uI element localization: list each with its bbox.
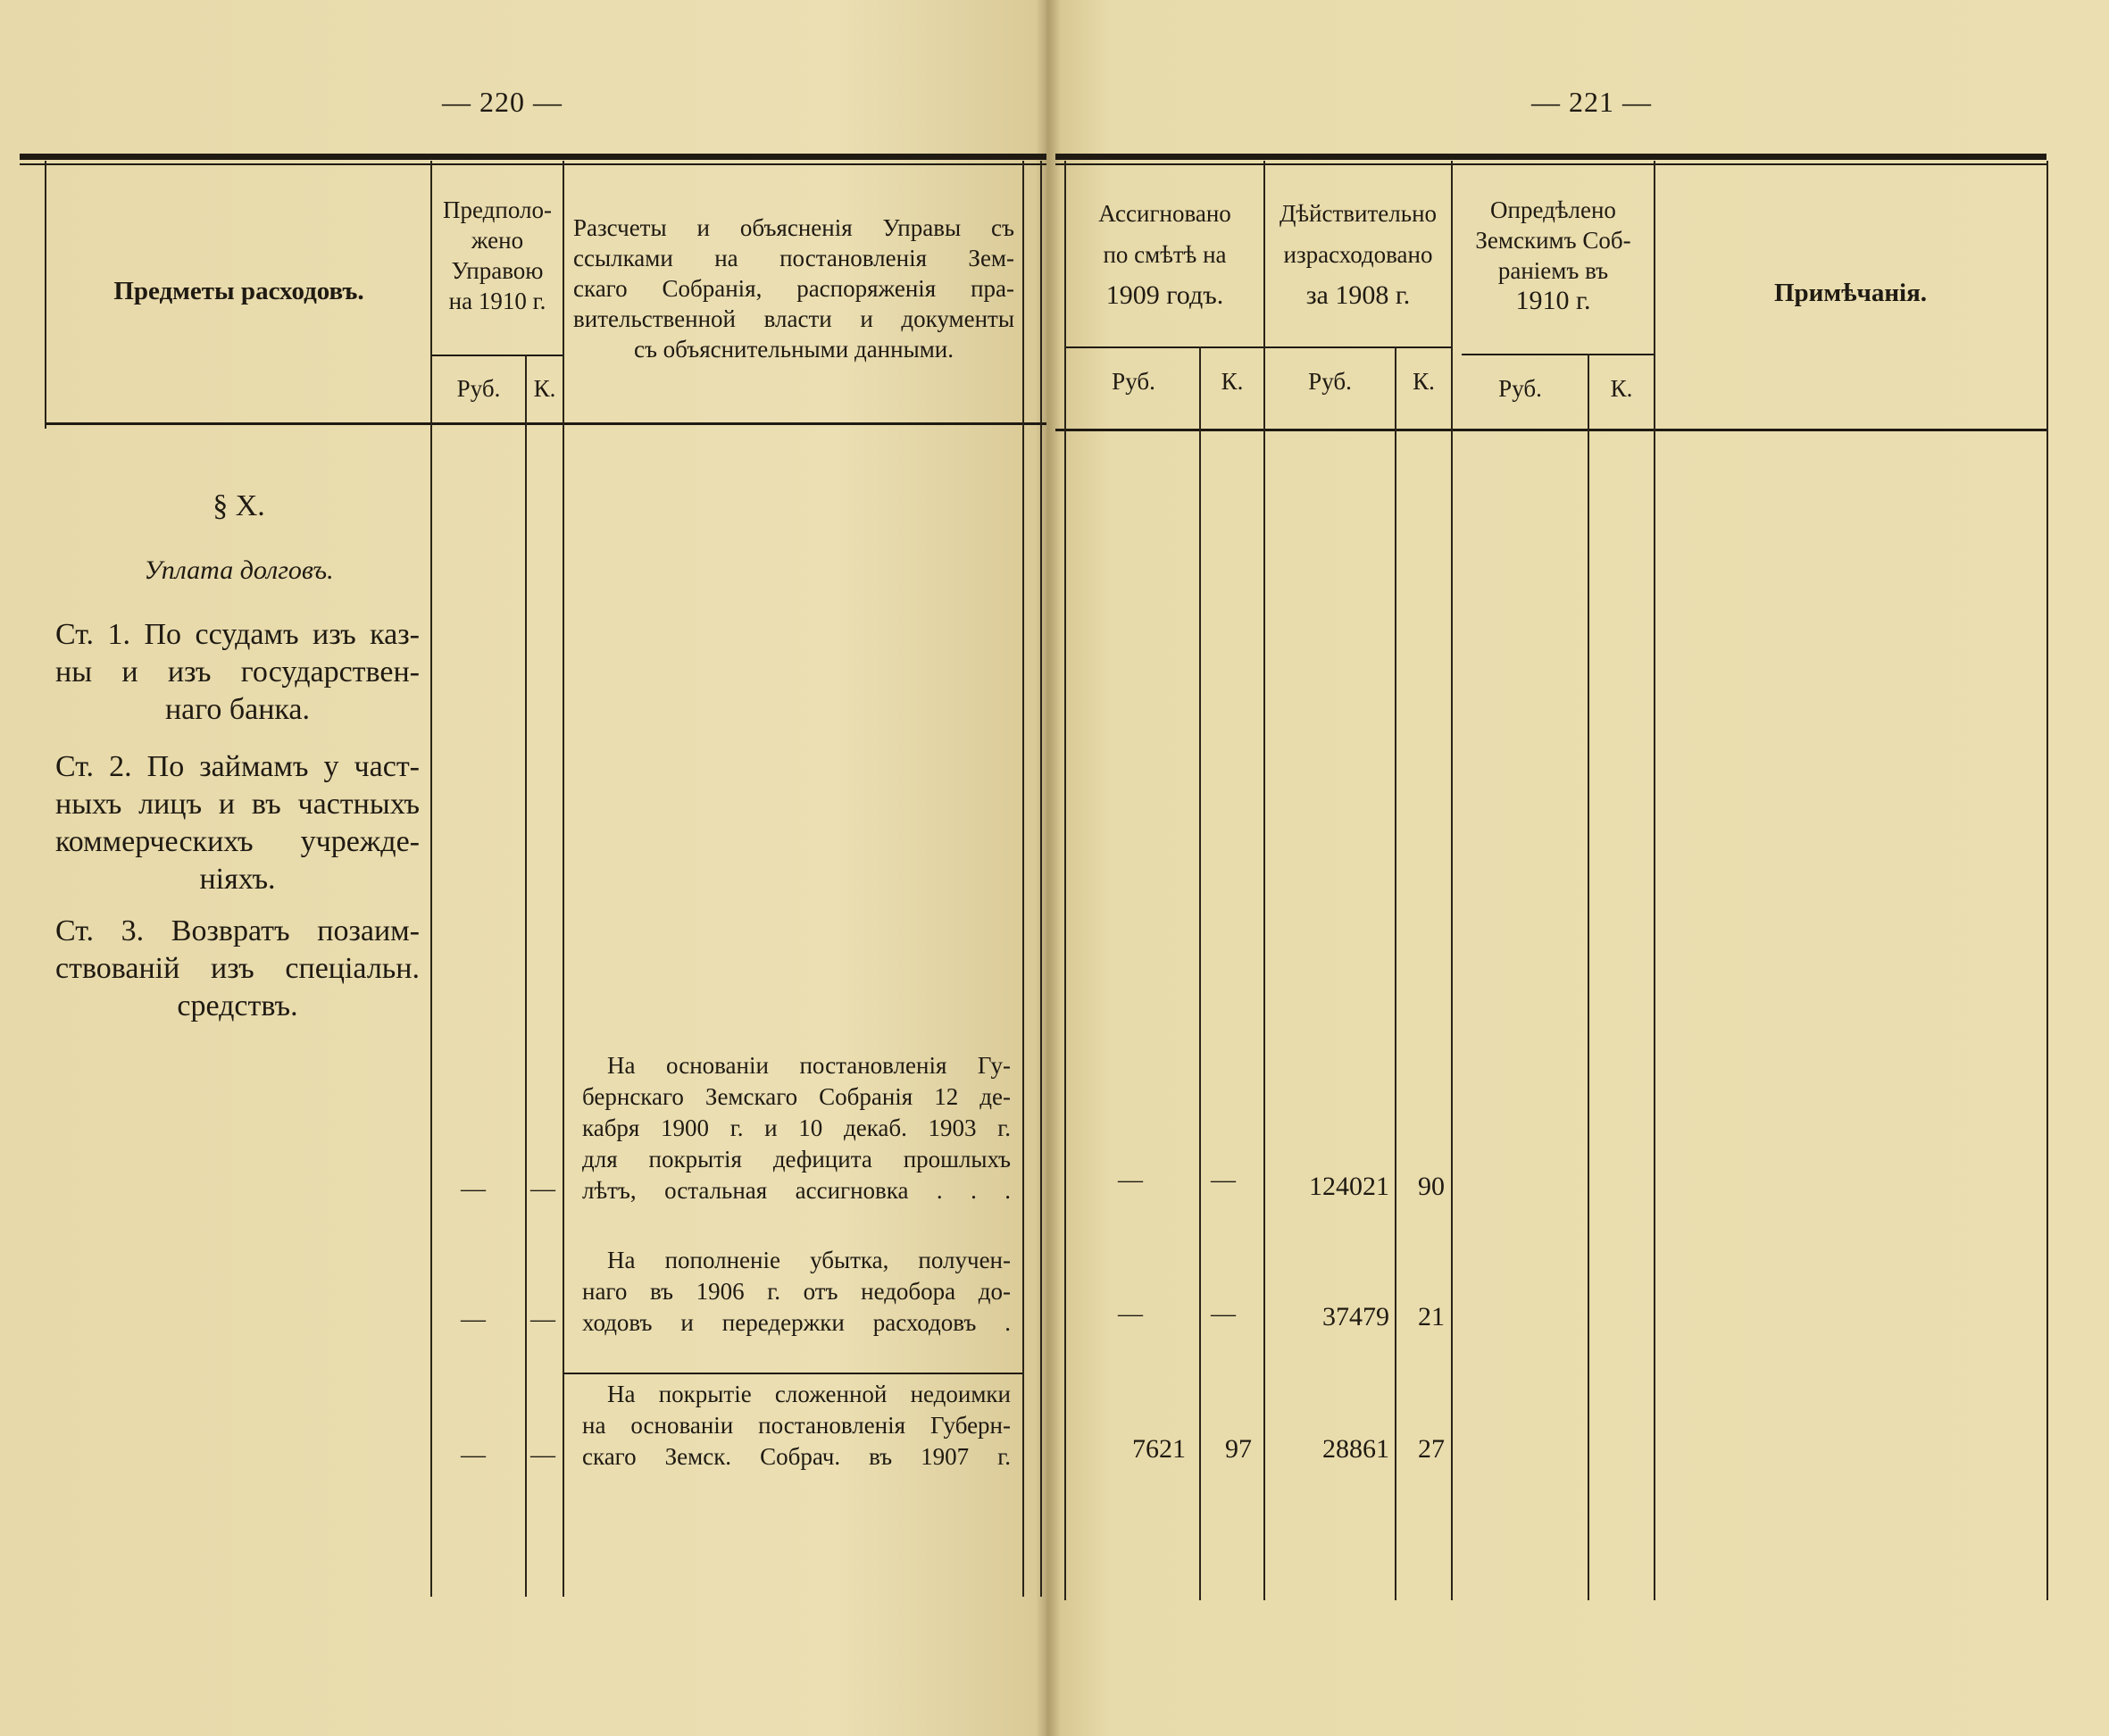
article-line: коммерческихъ учрежде- xyxy=(55,825,420,858)
left-vrule-5 xyxy=(1040,161,1042,1597)
left-page-number: — 220 — xyxy=(442,86,563,118)
determined-subrule xyxy=(1462,354,1654,355)
header-explanations-line: вительственной власти и документы xyxy=(573,305,1014,332)
assigned-rub-label: Руб. xyxy=(1112,368,1155,395)
entry-line: лѣтъ, остальная ассигновка . . . xyxy=(582,1177,1011,1204)
entry-1-proposed-rub: — xyxy=(461,1175,486,1203)
right-top-rule xyxy=(1055,154,2046,160)
entry-1-assigned-kop: — xyxy=(1211,1166,1236,1194)
proposed-rub-label: Руб. xyxy=(456,375,501,402)
article-line: ныхъ лицъ и въ частныхъ xyxy=(55,788,420,821)
entry-line: На покрытіе сложенной недоимки xyxy=(607,1381,1011,1407)
entry-3-assigned-rub: 7621 xyxy=(1132,1434,1186,1464)
article-line: ніяхъ. xyxy=(199,863,276,896)
header-explanations-line: скаго Собранія, распоряженія пра- xyxy=(573,275,1014,302)
entry-line: На пополненіе убытка, получен- xyxy=(607,1247,1011,1273)
header-proposed-line: Предполо- xyxy=(443,196,552,223)
entry-2-spent-rub: 37479 xyxy=(1322,1302,1389,1331)
header-proposed-line: на 1910 г. xyxy=(448,288,546,314)
entry-2-proposed-kop: — xyxy=(530,1306,555,1333)
header-notes: Примѣчанія. xyxy=(1773,279,1928,307)
header-spent-line: за 1908 г. xyxy=(1305,280,1411,310)
header-determined-line: 1910 г. xyxy=(1515,286,1591,315)
entry-3-text xyxy=(582,1379,1011,1473)
entry-1-proposed-kop: — xyxy=(530,1175,555,1203)
header-assigned-line: по смѣтѣ на xyxy=(1103,241,1227,268)
determined-rub-label: Руб. xyxy=(1498,375,1542,402)
header-assigned-line: Ассигновано xyxy=(1098,200,1231,227)
determined-kop-label: К. xyxy=(1610,375,1633,402)
entry-2-assigned-rub: — xyxy=(1118,1300,1143,1328)
header-assigned-line: 1909 годъ. xyxy=(1105,280,1224,310)
entry-separator xyxy=(564,1373,1022,1374)
proposed-kop-label: К. xyxy=(533,375,556,402)
entry-line: ходовъ и передержки расходовъ . xyxy=(582,1309,1011,1336)
entry-3-assigned-kop: 97 xyxy=(1225,1434,1252,1464)
header-explanations xyxy=(573,213,1014,364)
entry-line: для покрытія дефицита прошлыхъ xyxy=(582,1146,1011,1173)
header-determined-line: раніемъ въ xyxy=(1497,257,1609,284)
right-page-number: — 221 — xyxy=(1531,86,1652,118)
header-assigned xyxy=(1068,193,1262,316)
entry-2-proposed-rub: — xyxy=(461,1306,486,1333)
header-determined-line: Земскимъ Соб- xyxy=(1475,227,1631,254)
entry-line: На основаніи постановленія Гу- xyxy=(607,1052,1011,1079)
assigned-spent-subrule xyxy=(1064,346,1451,348)
right-top-rule-thin xyxy=(1055,163,2046,165)
spent-rub-label: Руб. xyxy=(1308,368,1352,395)
article-1 xyxy=(55,616,420,729)
header-spent xyxy=(1265,193,1451,316)
header-explanations-line: съ объяснительными данными. xyxy=(633,336,954,363)
article-line: Ст. 2. По займамъ у част- xyxy=(55,750,420,783)
entry-2-assigned-kop: — xyxy=(1211,1300,1236,1328)
left-top-rule xyxy=(20,154,1046,160)
entry-3-proposed-kop: — xyxy=(530,1441,555,1469)
left-vrule-3 xyxy=(563,161,564,1597)
entry-line: наго въ 1906 г. отъ недобора до- xyxy=(582,1278,1011,1305)
entry-1-assigned-rub: — xyxy=(1118,1166,1143,1194)
entry-1-text xyxy=(582,1050,1011,1206)
proposed-subrule xyxy=(430,355,564,356)
header-proposed xyxy=(432,195,563,316)
left-vrule-2 xyxy=(525,355,527,1597)
article-3 xyxy=(55,913,420,1025)
right-vrule-5 xyxy=(1588,354,1589,1600)
left-vrule-4 xyxy=(1022,161,1024,1597)
left-top-rule-thin xyxy=(20,163,1046,165)
entry-2-spent-kop: 21 xyxy=(1418,1302,1445,1331)
article-line: ны и изъ государствен- xyxy=(55,655,420,689)
right-vrule-0 xyxy=(1064,161,1066,1600)
entry-line: кабря 1900 г. и 10 декаб. 1903 г. xyxy=(582,1114,1011,1141)
right-vrule-3 xyxy=(1395,346,1396,1600)
header-proposed-line: Управою xyxy=(451,257,544,284)
header-spent-line: израсходовано xyxy=(1283,241,1433,268)
header-explanations-line: ссылками на постановленія Зем- xyxy=(573,245,1014,271)
article-line: средствъ. xyxy=(177,989,298,1022)
right-vrule-1 xyxy=(1199,346,1201,1600)
left-vrule-0 xyxy=(45,161,46,429)
article-line: Ст. 3. Возвратъ позаим- xyxy=(55,914,420,947)
header-items: Предметы расходовъ. xyxy=(113,277,364,305)
entry-1-spent-kop: 90 xyxy=(1418,1172,1445,1201)
entry-1-spent-rub: 124021 xyxy=(1309,1172,1389,1201)
assigned-kop-label: К. xyxy=(1221,368,1244,395)
section-number: § X. xyxy=(213,489,265,522)
right-vrule-6 xyxy=(1654,161,1655,1600)
header-proposed-line: жено xyxy=(471,227,524,254)
right-header-rule xyxy=(1055,429,2046,431)
article-line: Ст. 1. По ссудамъ изъ каз- xyxy=(55,618,420,651)
entry-3-proposed-rub: — xyxy=(461,1441,486,1469)
header-spent-line: Дѣйствительно xyxy=(1279,200,1438,227)
article-line: ствованій изъ спеціальн. xyxy=(55,952,420,985)
header-determined-line: Опредѣлено xyxy=(1490,196,1616,223)
entry-line: бернскаго Земскаго Собранія 12 де- xyxy=(582,1083,1011,1110)
section-title: Уплата долговъ. xyxy=(144,555,334,585)
header-explanations-line: Разсчеты и объясненія Управы съ xyxy=(573,214,1014,241)
article-line: наго банка. xyxy=(164,693,311,726)
entry-line: скаго Земск. Собрач. въ 1907 г. xyxy=(582,1443,1011,1470)
entry-line: на основаніи постановленія Губерн- xyxy=(582,1412,1011,1439)
left-header-rule xyxy=(45,422,1046,425)
article-2 xyxy=(55,748,420,898)
spent-kop-label: К. xyxy=(1413,368,1435,395)
entry-2-text xyxy=(582,1245,1011,1339)
entry-3-spent-kop: 27 xyxy=(1418,1434,1445,1464)
right-vrule-7 xyxy=(2046,161,2048,1600)
header-determined xyxy=(1453,195,1654,316)
entry-3-spent-rub: 28861 xyxy=(1322,1434,1389,1464)
